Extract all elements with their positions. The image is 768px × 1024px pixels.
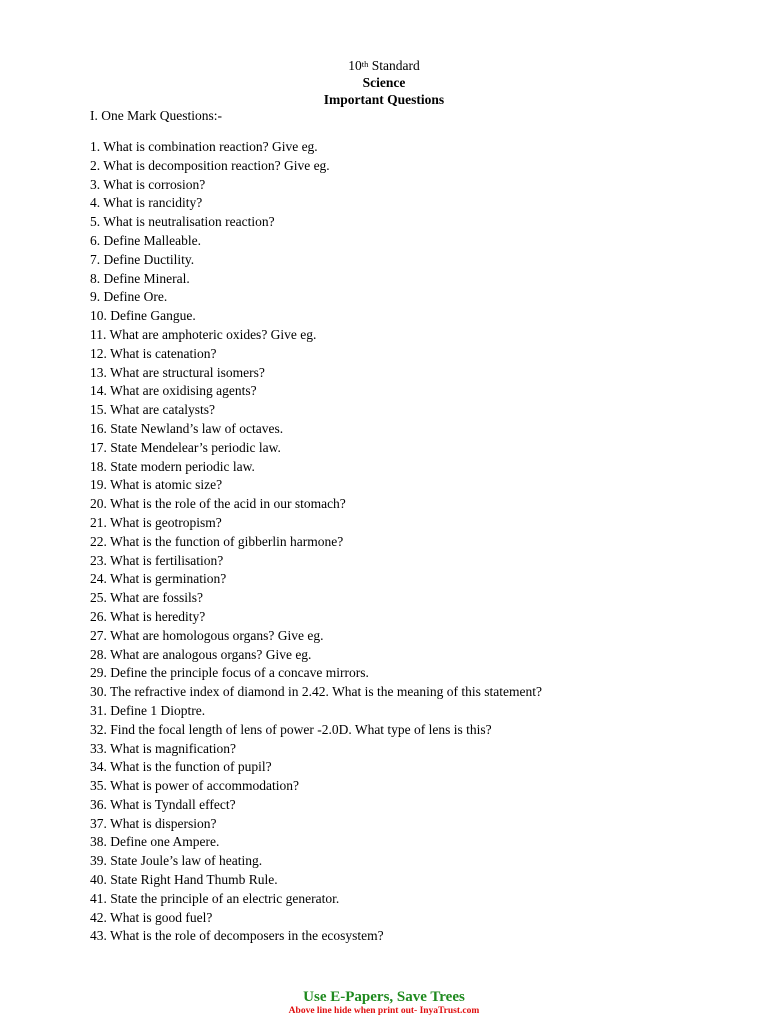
- question-item: 15. What are catalysts?: [90, 402, 215, 418]
- section-title: I. One Mark Questions:-: [90, 108, 222, 123]
- question-item: 21. What is geotropism?: [90, 514, 222, 530]
- question-item: 16. State Newland’s law of octaves.: [90, 420, 284, 436]
- question-item: 30. The refractive index of diamond in 2.42. What is the meaning of this statement?: [90, 684, 543, 700]
- question-item: 1. What is combination reaction? Give eg.: [90, 139, 318, 154]
- question-item: 25. What are fossils?: [90, 590, 203, 606]
- question-item: 26. What is heredity?: [90, 608, 206, 624]
- question-item: 20. What is the role of the acid in our stomach?: [90, 496, 346, 512]
- question-item: 5. What is neutralisation reaction?: [90, 214, 275, 230]
- question-item: 11. What are amphoteric oxides? Give eg.: [90, 326, 317, 342]
- question-item: 41. State the principle of an electric generator.: [90, 890, 340, 906]
- question-item: 9. Define Ore.: [90, 289, 168, 305]
- question-item: 8. Define Mineral.: [90, 270, 190, 286]
- question-item: 17. State Mendelear’s periodic law.: [90, 439, 281, 455]
- question-item: 7. Define Ductility.: [90, 251, 195, 267]
- question-item: 27. What are homologous organs? Give eg.: [90, 627, 324, 643]
- question-item: 18. State modern periodic law.: [90, 458, 255, 474]
- question-item: 28. What are analogous organs? Give eg.: [90, 646, 312, 662]
- question-item: 19. What is atomic size?: [90, 477, 223, 493]
- footer: [0, 989, 768, 1017]
- question-item: 40. State Right Hand Thumb Rule.: [90, 872, 278, 888]
- question-item: 31. Define 1 Dioptre.: [90, 702, 206, 718]
- question-item: 35. What is power of accommodation?: [90, 778, 299, 794]
- question-item: 38. Define one Ampere.: [90, 834, 220, 850]
- question-item: 33. What is magnification?: [90, 740, 236, 756]
- footer-note: Above line hide when print out- InyaTrust.com: [288, 1006, 480, 1016]
- question-item: 34. What is the function of pupil?: [90, 759, 272, 775]
- question-item: 42. What is good fuel?: [90, 909, 213, 925]
- question-item: 39. State Joule’s law of heating.: [90, 853, 263, 869]
- question-item: 36. What is Tyndall effect?: [90, 796, 236, 812]
- footer-slogan: Use E-Papers, Save Trees: [303, 989, 465, 1005]
- question-item: 12. What is catenation?: [90, 345, 217, 361]
- question-item: 4. What is rancidity?: [90, 195, 203, 211]
- question-item: 2. What is decomposition reaction? Give eg.: [90, 157, 330, 173]
- question-item: 23. What is fertilisation?: [90, 552, 224, 568]
- grade-line: [0, 57, 768, 74]
- grade-word: Standard: [371, 58, 420, 73]
- question-item: 29. Define the principle focus of a concave mirrors.: [90, 665, 369, 681]
- question-item: 13. What are structural isomers?: [90, 364, 265, 380]
- question-item: 24. What is germination?: [90, 571, 227, 587]
- question-item: 37. What is dispersion?: [90, 815, 217, 831]
- subject-title: Science: [362, 75, 406, 90]
- question-item: 14. What are oxidising agents?: [90, 383, 257, 399]
- grade-number: 10: [348, 58, 362, 73]
- page-title: Important Questions: [323, 92, 445, 107]
- grade-suffix: th: [361, 59, 369, 69]
- question-list: [90, 138, 542, 946]
- document-header: [0, 57, 768, 108]
- question-item: 32. Find the focal length of lens of power -2.0D. What type of lens is this?: [90, 721, 492, 737]
- question-item: 3. What is corrosion?: [90, 176, 206, 192]
- question-item: 10. Define Gangue.: [90, 308, 196, 324]
- question-item: 6. Define Malleable.: [90, 232, 201, 248]
- question-item: 22. What is the function of gibberlin harmone?: [90, 533, 344, 549]
- question-item: 43. What is the role of decomposers in the ecosystem?: [90, 928, 384, 944]
